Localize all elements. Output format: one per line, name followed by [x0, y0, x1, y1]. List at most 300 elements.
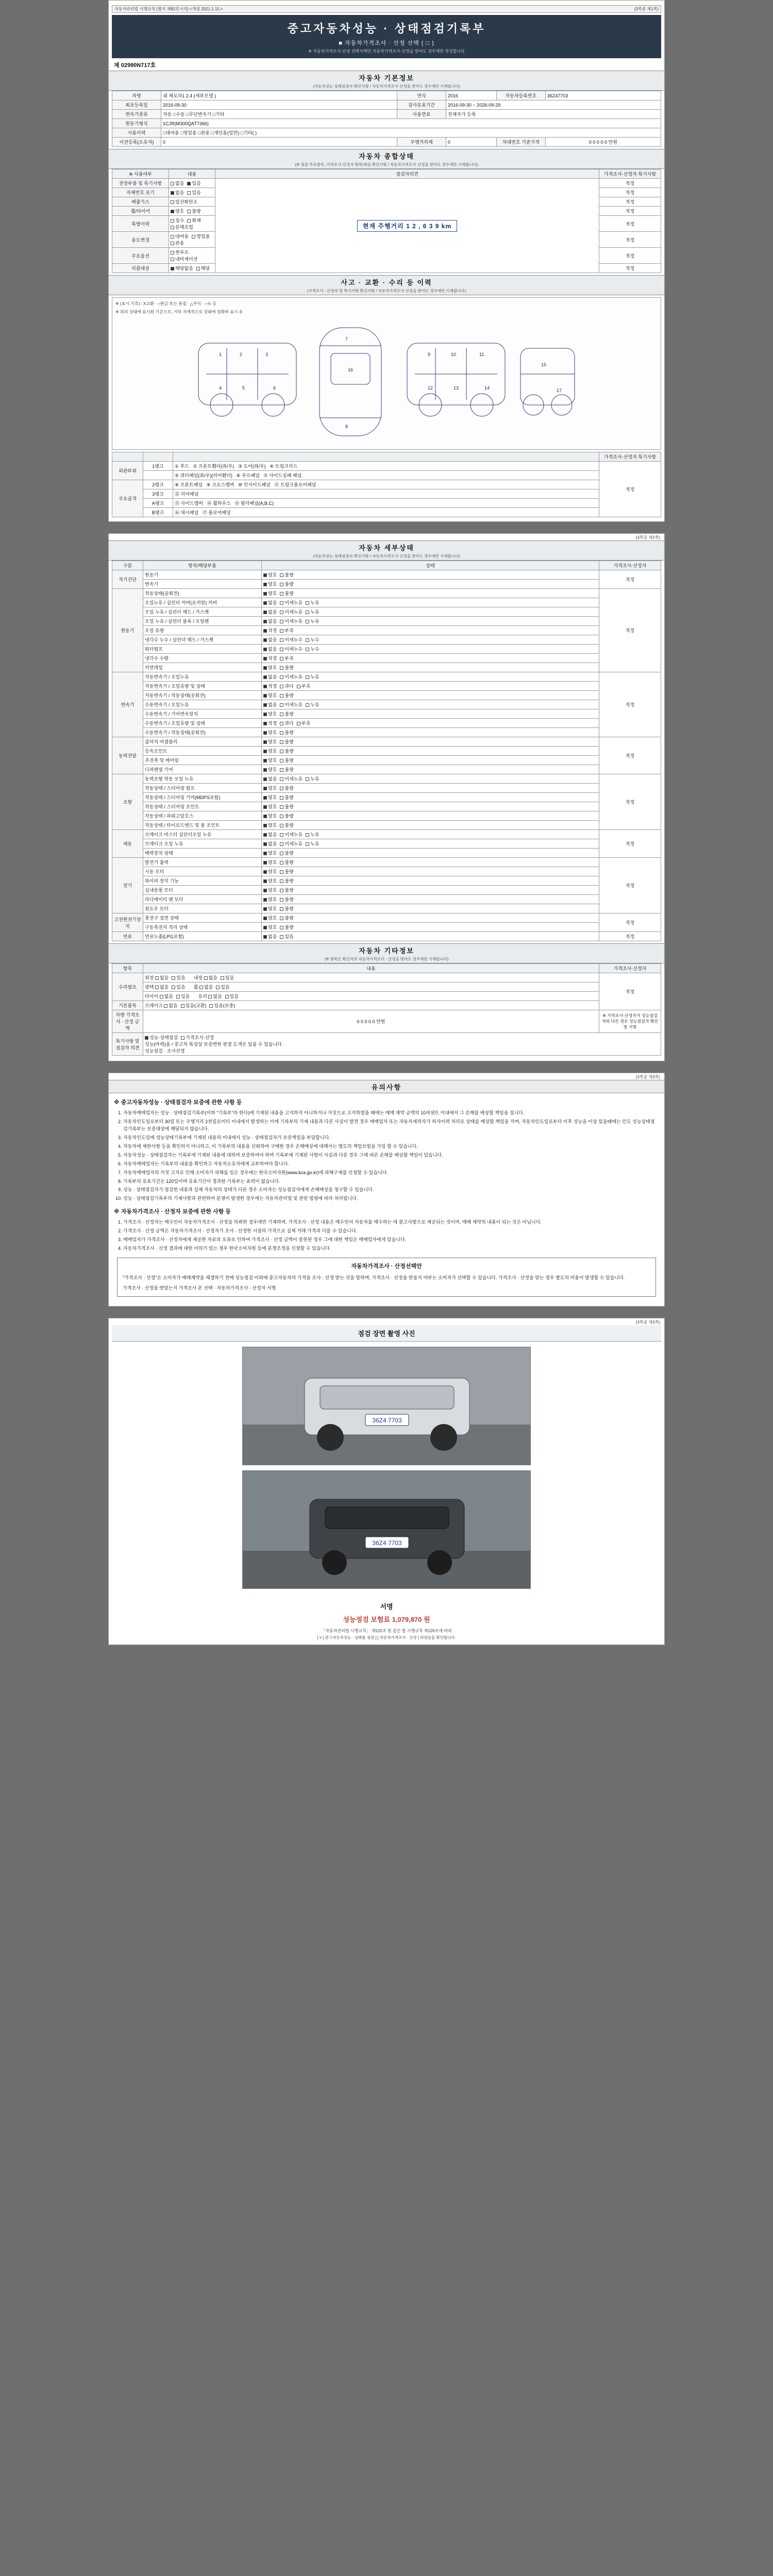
reg-no-value: 36Z47703 [545, 91, 661, 100]
etc-basic-row[interactable]: 브레이크 없음 있음(교환) 있음(보충) [143, 1001, 599, 1010]
detail-item-options[interactable]: 적정 부족 [262, 654, 599, 663]
mileage-display-cell [215, 179, 599, 273]
document-subnote: ※ 자동차가격조사·산정 선택시에만 자동차가격조사·산정을 받아도 경우에만 작성합니다 [308, 49, 465, 54]
detail-item-label: 변속기 [143, 580, 262, 589]
table-row [112, 982, 661, 992]
accident-items-6[interactable]: ⑯ 대시패널 ⑰ 플로어패널 [173, 508, 599, 517]
list-item: 2. 자동차인도일로부터 30일 또는 주행거리 2천킬로미터 이내에서 발생하는 이에 기록부의 기재 내용과 다른 사실이 발견 경우 매매업자 또는 자동차제작자가 하자이력 처리로 상태를 배상할 책임을 지며, 자동차인도일로부터 이후 성능을 이상 있을때에는 인도 성능상태점검기록부는 보증대상에 해당되지 않습니다. [123, 1118, 659, 1133]
accident-items-1[interactable]: ① 후드 ② 프론트휀더(좌/우) ③ 도어(좌/우) ④ 트렁크리드 [173, 462, 599, 471]
overall-row-3-note: 적정 [599, 207, 661, 216]
table-row [112, 179, 661, 188]
special-value [143, 1033, 661, 1056]
detail-group-0: 자기진단 [112, 570, 143, 589]
overall-row-4-opts[interactable]: 침수 화재분해조립 [169, 216, 215, 232]
table-row [112, 617, 661, 626]
overall-section-title: 자동차 종합상태 [359, 152, 414, 160]
table-row [112, 719, 661, 728]
detail-group-2: 변속기 [112, 672, 143, 737]
detail-item-options[interactable]: 적정 과다 부족 [262, 719, 599, 728]
photo-front-icon [243, 1347, 531, 1465]
etc-repair-row-3[interactable]: 타이어 없음 있음 유리 없음 있음 [143, 992, 599, 1001]
accident-group-outer: 외판부위 [112, 462, 143, 480]
overall-table [112, 169, 661, 273]
engine-value: 1CJR(M300QAT7366) [161, 119, 661, 128]
overall-row-6-note: 적정 [599, 248, 661, 264]
detail-item-label: 오일 누유 / 실린더 블록 / 오일팬 [143, 617, 262, 626]
detail-item-label: 실내송풍 모터 [143, 886, 262, 895]
detail-group-5: 제동 [112, 830, 143, 858]
usage-value: □대여용 □영업용 □관용 □개인용(일반) □기타( ) [161, 128, 661, 138]
document-subtitle: ■ 자동차가격조사 · 산정 선택 ( □ ) [339, 40, 434, 46]
car-diagram-icon [191, 317, 582, 446]
overall-row-0-group: 전장부품 및 특기사항 [112, 179, 169, 188]
table-header-row [112, 561, 661, 570]
notes-body [114, 1098, 659, 1252]
overall-col-2: 점검자의견 [215, 170, 599, 179]
table-row [112, 784, 661, 793]
basic-section-title: 자동차 기본정보 [359, 74, 414, 82]
detail-item-options[interactable]: 양호 불량 [262, 737, 599, 747]
table-row [112, 867, 661, 876]
detail-item-label: 커먼레일 [143, 663, 262, 672]
detail-item-label: 브레이크 마스터 실린더오일 누유 [143, 830, 262, 839]
mileage-value: 0 [446, 138, 496, 147]
transfer-value: 0 [161, 138, 397, 147]
list-item: 4. 자동차가격조사 · 산정 결과에 대한 이의가 있는 경우 한국소비자원 등에 분쟁조정을 신청할 수 있습니다. [123, 1245, 659, 1252]
basic-info-table [112, 91, 661, 147]
detail-item-label: 배력장치 상태 [143, 849, 262, 858]
list-item: 8. 기록부의 유효기간은 120일이며 유효기간이 경과한 기록부는 효력이 없습니다. [123, 1178, 659, 1185]
table-header-row [112, 964, 661, 973]
statement-body: "가격조사 · 산정"은 소비자가 매매계약을 체결하기 전에 성능점검 이외에 중고자동차의 가격을 조사 · 산정 받는 것을 말하며, 가격조사 · 산정을 받을지 여부는 소비자가 선택할 수 있습니다. 가격조사 · 산정을 받는 경우 별도의 비용이 발생할 수 있습니다. [123, 1275, 625, 1280]
detail-item-label: 작동상태 / 파워고압호스 [143, 811, 262, 821]
detail-item-label: 냉각수 누수 / 실린더 헤드 / 가스켓 [143, 635, 262, 645]
table-row [112, 128, 661, 138]
form-topbar [112, 5, 661, 13]
etc-section-header [109, 943, 664, 963]
table-row [112, 858, 661, 867]
list-item: 2. 가격조사 · 산정 금액은 자동차가격조사 · 산정자가 조사 · 산정한 시점의 가격으로 실제 거래 가격과 다를 수 있습니다. [123, 1228, 659, 1235]
overall-row-7-group: 리콜대상 [112, 264, 169, 273]
table-row [112, 1033, 661, 1056]
page-mark-4: (3쪽중 제3쪽) [635, 1319, 660, 1325]
svg-text:16: 16 [348, 367, 354, 372]
table-row [112, 570, 661, 580]
vin-value: 0 0 0 0 0 만원 [545, 138, 661, 147]
detail-item-label: 등속조인트 [143, 747, 262, 756]
table-row [112, 992, 661, 1001]
price-row-note: ※ 가격조사·산정자가 성능점검자와 다른 경우 성능점검자 확인 및 서명 [599, 1010, 661, 1033]
detail-item-options[interactable]: 양호 불량 [262, 765, 599, 774]
detail-item-options[interactable]: 양호 불량 [262, 886, 599, 895]
accident-section-note: (가격조사 · 산정자 및 특기사항 확인사항 / 자동차가격조사·산정을 받아도 경우에만 기재합니다) [307, 289, 466, 293]
foot-note-1: 「자동차관리법 시행규칙」 제120조 및 같은 법 시행규칙 제120조에 따라 [321, 1628, 452, 1633]
statement-title: 자동차가격조사 · 산정선택안 [351, 1263, 422, 1270]
detail-item-options[interactable]: 양호 불량 [262, 570, 599, 580]
price-row-label: 차량 가격조사 · 산정 금액 [112, 1010, 143, 1033]
detail-item-options[interactable]: 양호 불량 [262, 784, 599, 793]
reg-no-label: 자동차등록번호 [496, 91, 545, 100]
detail-item-options[interactable]: 양호 불량 [262, 756, 599, 765]
table-row [112, 830, 661, 839]
accident-rank-5: A랭크 [143, 499, 173, 508]
detail-item-options[interactable]: 양호 불량 [262, 923, 599, 932]
detail-item-options[interactable]: 양호 불량 [262, 849, 599, 858]
svg-text:36Z4 7703: 36Z4 7703 [372, 1539, 402, 1547]
etc-col-2: 가격조사·산정자 [599, 964, 661, 973]
detail-col-1: 항목/해당부품 [143, 561, 262, 570]
table-row [112, 691, 661, 700]
table-row [112, 626, 661, 635]
svg-text:7: 7 [345, 336, 348, 342]
table-row [112, 663, 661, 672]
detail-group-8: 연료 [112, 932, 143, 941]
table-row [112, 839, 661, 849]
detail-item-label: 워터펌프 [143, 645, 262, 654]
detail-item-options[interactable]: 없음 미세누유 누유 [262, 672, 599, 682]
table-row [112, 499, 661, 508]
accident-items-5[interactable]: ⑬ 사이드멤버 ⑭ 휠하우스 ⑮ 필러패널(A,B,C) [173, 499, 599, 508]
detail-section-note: (자동차성능·상태점검자 확인사항 / 자동차가격조사·산정을 받아도 경우에만 기재합니다) [313, 554, 460, 558]
document-title: 중고자동차성능 · 상태점검기록부 [287, 22, 486, 35]
transfer-label: 이전등록(소유자) [112, 138, 161, 147]
detail-group-note: 적정 [599, 774, 661, 830]
detail-item-options[interactable]: 양호 불량 [262, 691, 599, 700]
table-row [112, 793, 661, 802]
statement-sign: 가격조사 · 산정을 받았는지 가격조사 본 선택 · 자동차가격조사 · 산정자 서명 [123, 1285, 276, 1291]
detail-item-options[interactable]: 없음 미세누유 누유 [262, 839, 599, 849]
table-header-row [112, 170, 661, 179]
detail-group-1: 원동기 [112, 589, 143, 672]
detail-group-6: 전기 [112, 858, 143, 913]
detail-item-options[interactable]: 없음 미세누유 누유 [262, 598, 599, 607]
table-row [112, 756, 661, 765]
detail-item-label: 작동상태(공회전) [143, 589, 262, 598]
special-opts[interactable]: 성능·상태점검 가격조사·산정 [145, 1034, 659, 1041]
table-row [112, 654, 661, 663]
overall-row-6-opts[interactable]: 썬루프내비게이션 [169, 248, 215, 264]
detail-section-title: 자동차 세부상태 [359, 544, 414, 552]
table-row [112, 100, 661, 110]
detail-group-note: 적정 [599, 570, 661, 589]
detail-item-label: 냉각수 수량 [143, 654, 262, 663]
detail-item-label: 자동변속기 / 오일누유 [143, 672, 262, 682]
table-row [112, 886, 661, 895]
svg-text:4: 4 [219, 385, 222, 391]
etc-note-value: 적정 [599, 973, 661, 1010]
accident-note-value: 적정 [599, 462, 661, 517]
accident-rank-1: 1랭크 [143, 462, 173, 471]
detail-item-label: 원동기 [143, 570, 262, 580]
table-row [112, 774, 661, 784]
list-item: 1. 자동차매매업자는 성능 · 상태점검기록부(이하 "기록부"라 한다)에 기재된 내용을 고지하지 아니하거나 거짓으로 고지하였을 때에는 매매 계약 금액의 10퍼센트 이내에서 그 손해를 배상할 책임을 집니다. [123, 1110, 659, 1117]
svg-text:10: 10 [451, 352, 457, 357]
inspection-photo-front [242, 1347, 531, 1465]
detail-item-label: 라디에이터 팬 모터 [143, 895, 262, 904]
svg-text:17: 17 [557, 388, 562, 393]
detail-group-note: 적정 [599, 672, 661, 737]
detail-item-label: 와이퍼 장치 기능 [143, 876, 262, 886]
overall-row-0-opts[interactable]: 없음 있음 [169, 179, 215, 188]
accident-items-4[interactable]: ⑫ 리어패널 [173, 489, 599, 499]
table-row [112, 849, 661, 858]
table-row [112, 110, 661, 119]
detail-item-label: 클러치 어셈블리 [143, 737, 262, 747]
table-row [112, 765, 661, 774]
accident-group-col [112, 452, 143, 462]
inspection-photo-rear [242, 1470, 531, 1589]
detail-group-note: 적정 [599, 858, 661, 913]
list-item: 6. 자동차매매업자는 기록부의 내용을 확인하고 자동차소유자에게 교부하여야 합니다. [123, 1161, 659, 1168]
detail-item-options[interactable]: 없음 미세누유 누유 [262, 607, 599, 617]
inspect-valid-value: 2016-09-30 ~ 2026-09-29 [446, 100, 661, 110]
detail-item-label: 수동변속기 / 기어변속장치 [143, 709, 262, 719]
table-row [112, 747, 661, 756]
svg-text:6: 6 [273, 385, 276, 391]
table-row [112, 973, 661, 982]
detail-item-options[interactable]: 양호 불량 [262, 913, 599, 923]
detail-item-label: 작동상태 / 스티어링 펌프 [143, 784, 262, 793]
page-3 [108, 1073, 665, 1307]
document-number-label: 제 [114, 62, 120, 69]
svg-text:13: 13 [453, 385, 459, 391]
accident-group-frame: 주요골격 [112, 480, 143, 517]
detail-group-note: 적정 [599, 932, 661, 941]
table-row [112, 672, 661, 682]
detail-item-label: 오일누유 / 실린더 커버(로커암) 커버 [143, 598, 262, 607]
svg-text:12: 12 [428, 385, 433, 391]
table-row [112, 895, 661, 904]
detail-item-label: 오일 누유 / 실린더 헤드 / 가스켓 [143, 607, 262, 617]
svg-text:1: 1 [219, 352, 222, 357]
vin-label: 차대번호 기준가격 [496, 138, 545, 147]
detail-item-label: 자동변속기 / 오일유량 및 상태 [143, 682, 262, 691]
detail-item-options[interactable]: 양호 불량 [262, 802, 599, 811]
overall-row-3-group: 휠/타이어 [112, 207, 169, 216]
detail-section-header [109, 540, 664, 561]
table-row [112, 489, 661, 499]
special-text: 성능(마력)을 / 중고차 특성상 보증면한 판결 도색은 있을 수 있습니다. [145, 1042, 283, 1047]
table-row [112, 709, 661, 719]
overall-row-3-opts[interactable]: 양호 불량 [169, 207, 215, 216]
etc-repair-row-1[interactable]: 외장 없음 있음 내장 없음 있음 [143, 973, 599, 982]
svg-text:15: 15 [541, 362, 547, 367]
table-row [112, 802, 661, 811]
etc-basic-label: 기본품목 [112, 1001, 143, 1010]
detail-item-options[interactable]: 없음 미세누수 누수 [262, 635, 599, 645]
accident-items-3[interactable]: ⑧ 프론트패널 ⑨ 크로스멤버 ⑩ 인사이드패널 ⑪ 트렁크플로어패널 [173, 480, 599, 489]
table-row [112, 645, 661, 654]
overall-row-1-group: 자체번호 표기 [112, 188, 169, 197]
table-row [112, 1010, 661, 1033]
accident-parts-table [112, 452, 661, 517]
overall-row-1-note: 적정 [599, 188, 661, 197]
page-2 [108, 533, 665, 1061]
detail-group-note: 적정 [599, 589, 661, 672]
photos-section-title: 점검 장면 촬영 사진 [112, 1325, 661, 1342]
detail-group-note: 적정 [599, 830, 661, 858]
detail-item-options[interactable]: 없음 미세누수 누수 [262, 645, 599, 654]
detail-item-options[interactable]: 없음 미세누유 누유 [262, 617, 599, 626]
overall-row-5-note: 적정 [599, 232, 661, 248]
detail-item-options[interactable]: 양호 불량 [262, 821, 599, 830]
list-item: 9. 성능 · 상태점검자가 점검한 내용과 실제 자동차의 상태가 다른 경우 소비자는 성능점검자에게 손해배상을 청구할 수 있습니다. [123, 1187, 659, 1194]
detail-item-options[interactable]: 양호 불량 [262, 747, 599, 756]
svg-text:14: 14 [484, 385, 490, 391]
first-reg-label: 최초등록일 [112, 100, 161, 110]
overall-row-4-group: 특별이력 [112, 216, 169, 232]
overall-row-5-group: 용도변경 [112, 232, 169, 248]
document-number-row [109, 58, 664, 71]
table-row [112, 580, 661, 589]
detail-item-options[interactable]: 양호 불량 [262, 876, 599, 886]
etc-section-note: (※ 항목은 확인자의 자동차가격조사 · 산정을 받아도 경우에만 기재합니다) [324, 957, 449, 961]
detail-item-options[interactable]: 없음 있음 [262, 932, 599, 941]
current-mileage-value: 현재 주행거리 1 2 , 6 3 9 km [357, 220, 457, 232]
detail-item-label: 수동변속기 / 오일누유 [143, 700, 262, 709]
detail-group-4: 조향 [112, 774, 143, 830]
overall-row-2-note: 적정 [599, 197, 661, 207]
detail-item-options[interactable]: 없음 미세누유 누유 [262, 774, 599, 784]
table-row [112, 480, 661, 489]
etc-col-1: 내용 [143, 964, 599, 973]
statement-box [117, 1258, 656, 1296]
detail-group-note: 적정 [599, 913, 661, 932]
etc-repair-label: 수리필요 [112, 973, 143, 1001]
table-header-row [112, 452, 661, 462]
list-item: 10. 성능 · 상태점검기록부의 기재사항과 관련하여 분쟁이 발생한 경우에는 자동차관리법 및 관련 법령에 따라 처리됩니다. [123, 1195, 659, 1202]
detail-group-3: 동력전달 [112, 737, 143, 774]
detail-item-label: 작동상태 / 타이로드엔드 및 볼 조인트 [143, 821, 262, 830]
detail-item-label: 자동변속기 / 작동상태(공회전) [143, 691, 262, 700]
detail-table [112, 561, 661, 941]
overall-row-0-note: 적정 [599, 179, 661, 188]
svg-text:9: 9 [428, 352, 431, 357]
overall-section-note: (※ 점검 주요항목, 가격조사·산정자 항목/대상 확인사항 / 자동차가격조사·산정을 받아도 경우에만 기재합니다) [295, 162, 478, 167]
etc-repair-row-2[interactable]: 광택 없음 있음 휠 없음 있음 [143, 982, 599, 992]
overall-col-1: 내용 [169, 170, 215, 179]
photos-container [109, 1342, 664, 1597]
svg-text:2: 2 [240, 352, 243, 357]
detail-item-label: 작동상태 / 스티어링 조인트 [143, 802, 262, 811]
detail-item-options[interactable]: 양호 불량 [262, 589, 599, 598]
table-row [112, 811, 661, 821]
detail-item-label: 구동축전지 격리 상태 [143, 923, 262, 932]
overall-section-header [109, 149, 664, 169]
notes-section-title: 유의사항 [371, 1083, 402, 1091]
detail-item-options[interactable]: 적정 과다 부족 [262, 682, 599, 691]
detail-item-options[interactable]: 양호 불량 [262, 663, 599, 672]
price-row-value: 0 0 0 0 0 만원 [143, 1010, 599, 1033]
car-name-label: 차명 [112, 91, 161, 100]
detail-item-label: 디퍼렌셜 기어 [143, 765, 262, 774]
table-row [112, 913, 661, 923]
detail-item-options[interactable]: 양호 불량 [262, 793, 599, 802]
table-row [112, 904, 661, 913]
accident-items-2[interactable]: ⑤ 쿼터패널(좌/우)(리어휀더) ⑥ 루프패널 ⑦ 사이드실패 패널 [173, 471, 599, 480]
detail-group-note: 적정 [599, 737, 661, 774]
detail-item-label: 오일 유량 [143, 626, 262, 635]
detail-item-label: 동력조향 작동 오일 누유 [143, 774, 262, 784]
trans-value: 자동 □수동 □무단변속기 □기타 [161, 110, 397, 119]
detail-item-options[interactable]: 양호 불량 [262, 580, 599, 589]
overall-row-5-opts[interactable]: 대여용 영업용관용 [169, 232, 215, 248]
table-row [112, 462, 661, 471]
detail-item-options[interactable]: 양호 불량 [262, 904, 599, 913]
list-item: 1. 가격조사 · 산정자는 매수인이 자동차가격조사 · 산정을 의뢰한 경우에만 기재하며, 가격조사 · 산정 내용은 매수인이 자동차를 매수하는 데 참고사항으로 제공되는 것이며, 매매 계약의 내용이 되는 것은 아닙니다. [123, 1219, 659, 1226]
table-row [112, 119, 661, 128]
table-row [112, 138, 661, 147]
table-row [112, 91, 661, 100]
accident-rank-col [143, 452, 173, 462]
first-reg-value: 2016-09-30 [161, 100, 397, 110]
fuel-label: 사용연료 [397, 110, 446, 119]
detail-item-options[interactable]: 양호 불량 [262, 728, 599, 737]
form-code: 자동차관리법 시행규칙 [별지 제82호서식] <개정 2021.1.15.> [114, 7, 223, 11]
table-row [112, 728, 661, 737]
detail-item-options[interactable]: 없음 미세누유 누유 [262, 830, 599, 839]
fee-row [109, 1613, 664, 1628]
overall-row-7-note: 적정 [599, 264, 661, 273]
overall-col-0: ※ 사용여부 [112, 170, 169, 179]
detail-item-options[interactable]: 양호 불량 [262, 811, 599, 821]
table-row [112, 607, 661, 617]
notes-list-2 [114, 1219, 659, 1252]
detail-item-label: 수동변속기 / 작동상태(공회전) [143, 728, 262, 737]
overall-row-6-group: 주요옵션 [112, 248, 169, 264]
detail-item-label: 추진축 및 베어링 [143, 756, 262, 765]
diagram-legend-1: ※ (표시 기호) : X교환 · ○판금 또는 용접 · △부식 · ○녹 등 [115, 301, 216, 306]
table-row [112, 598, 661, 607]
overall-row-7-opts[interactable]: 해당없음 해당 [169, 264, 215, 273]
detail-table-body [112, 570, 661, 941]
detail-item-options[interactable]: 양호 불량 [262, 709, 599, 719]
detail-item-options[interactable]: 양호 불량 [262, 895, 599, 904]
svg-text:8: 8 [345, 424, 348, 429]
detail-item-options[interactable]: 양호 불량 [262, 858, 599, 867]
table-row [112, 821, 661, 830]
table-row [112, 682, 661, 691]
svg-text:36Z4 7703: 36Z4 7703 [372, 1416, 402, 1424]
notes-head-2: ※ 자동차가격조사 · 산정자 보증에 관한 사항 등 [114, 1209, 231, 1215]
overall-row-4-note: 적정 [599, 216, 661, 232]
overall-row-2-opts[interactable]: 일산화탄소 [169, 197, 215, 207]
list-item: 5. 자동차성능 · 상태점검자는 기록부에 기재된 내용에 대하여 보증하여야 하며 기록부에 기재된 사항이 사실과 다른 경우 그에 따른 손해를 배상할 책임이 있습니다. [123, 1152, 659, 1159]
basic-section-header [109, 71, 664, 91]
detail-item-options[interactable]: 적정 부족 [262, 626, 599, 635]
engine-label: 원동기형식 [112, 119, 161, 128]
table-row [112, 1001, 661, 1010]
detail-item-options[interactable]: 없음 미세누유 누유 [262, 700, 599, 709]
year-label: 연식 [397, 91, 446, 100]
page-mark-1: (3쪽중 제1쪽) [634, 7, 659, 11]
detail-item-label: 수동변속기 / 오일유량 및 상태 [143, 719, 262, 728]
table-row [112, 589, 661, 598]
table-row [112, 635, 661, 645]
overall-row-2-group: 배출가스 [112, 197, 169, 207]
table-row [112, 508, 661, 517]
overall-row-1-opts[interactable]: 없음 있음 [169, 188, 215, 197]
svg-text:3: 3 [265, 352, 268, 357]
detail-item-label: 연료누출(LPG포함) [143, 932, 262, 941]
notes-head-1: ※ 중고자동차성능 · 상태점검자 보증에 관한 사항 등 [114, 1099, 242, 1106]
diagram-legend-2: ※ 위의 상태에 표시된 기준으로, 기타 자체적으로 상태에 정확하 표시 유 [115, 310, 243, 314]
detail-item-options[interactable]: 양호 불량 [262, 867, 599, 876]
special-text2: 성능점검 · 조사산정 [145, 1048, 185, 1054]
table-row [112, 471, 661, 480]
basic-section-note: (자동차성능·상태점검자 확인사항 / 자동차가격조사·산정을 받아도 경우에만 기재합니다) [313, 84, 460, 89]
page-mark-2: (3쪽중 제2쪽) [635, 535, 660, 540]
